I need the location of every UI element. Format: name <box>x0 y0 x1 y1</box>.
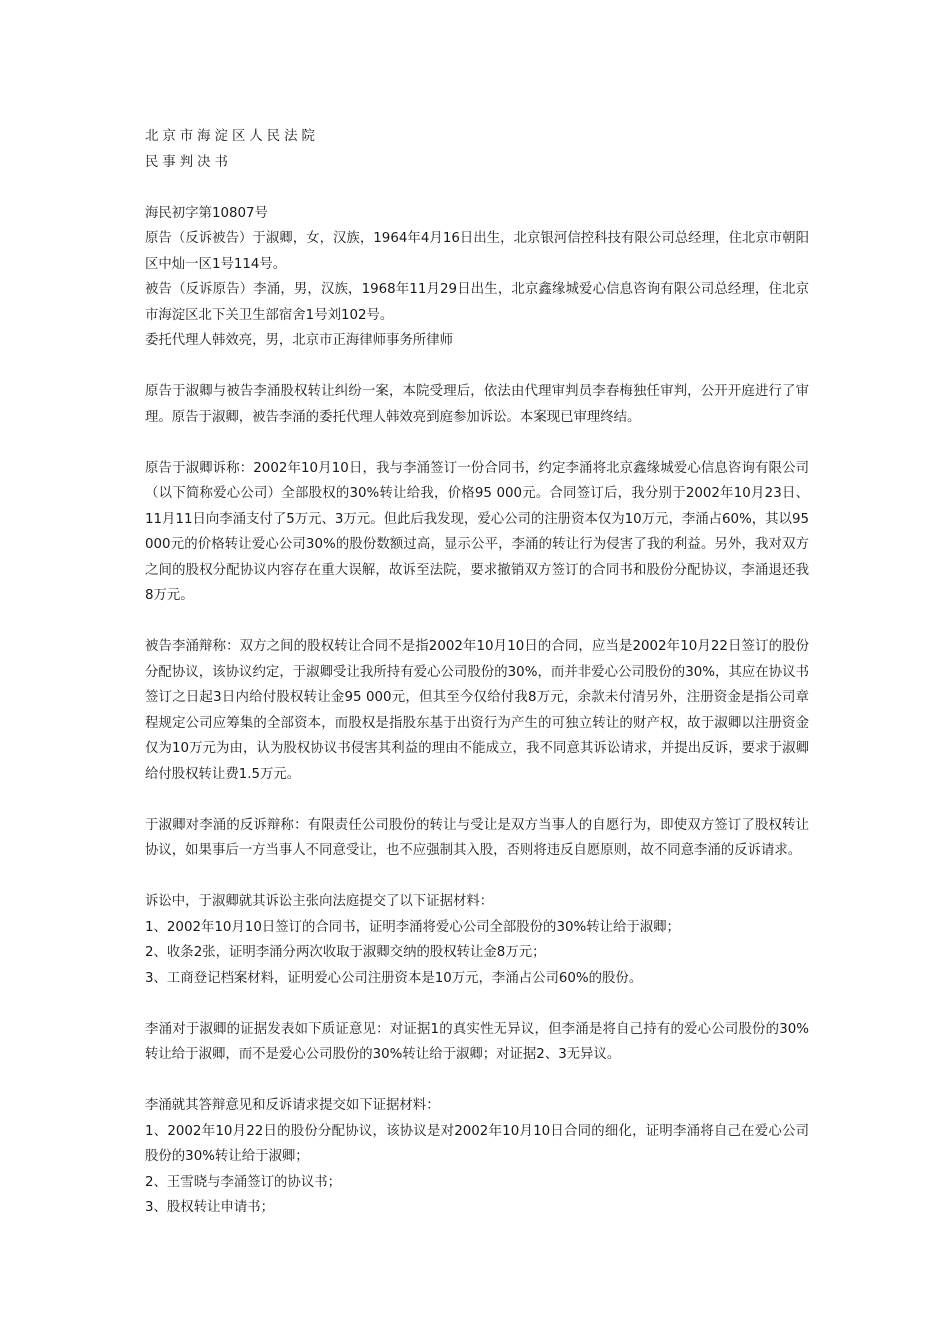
spacer <box>145 609 809 635</box>
defendant-evidence-item: 1、2002年10月22日的股份分配协议，该协议是对2002年10月10日合同的细化，证明李涌将自己在爱心公司股份的30%转让给于淑卿； <box>145 1123 809 1164</box>
spacer <box>145 430 809 456</box>
plaintiff-evidence-item: 3、工商登记档案材料，证明爱心公司注册资本是10万元，李涌占公司60%的股份。 <box>145 970 643 986</box>
defendant-evidence-intro: 李涌就其答辩意见和反诉请求提交如下证据材料： <box>145 1098 440 1113</box>
party-agent: 委托代理人韩效亮，男，北京市正海律师事务所律师 <box>145 333 453 348</box>
plaintiff-evidence-intro: 诉讼中，于淑卿就其诉讼主张向法庭提交了以下证据材料： <box>145 894 494 909</box>
cross-examination-opinion: 李涌对于淑卿的证据发表如下质证意见：对证据1的真实性无异议，但李涌是将自己持有的爱心公司股份的30%转让给于淑卿，而不是爱心公司股份的30%转让给于淑卿；对证据2、3无异议。 <box>145 1021 809 1062</box>
plaintiff-evidence-item: 2、收条2张，证明李涌分两次收取于淑卿交纳的股权转让金8万元； <box>145 945 546 960</box>
defendant-evidence-item: 2、王雪晓与李涌签订的协议书； <box>145 1174 341 1190</box>
case-intro: 原告于淑卿与被告李涌股权转让纠纷一案，本院受理后，依法由代理审判员李春梅独任审判，公开开庭进行了审理。原告于淑卿，被告李涌的委托代理人韩效亮到庭参加诉讼。本案现已审理终结。 <box>145 384 809 425</box>
defendant-evidence-item: 3、股权转让申请书； <box>145 1200 275 1215</box>
plaintiff-claim: 原告于淑卿诉称：2002年10月10日，我与李涌签订一份合同书，约定李涌将北京鑫缘城爱心信息咨询有限公司（以下简称爱心公司）全部股权的30%转让给我，价格95 000元。合同签订后，我分别于2002年10月23日、11月11日向李涌支付了5万元、3万元。但此后我发现，爱心公司的注册资本仅为10万元，李涌占60%，其以95 000元的价格转让爱心公司30%的股份数额过高，显示公平，李涌的转让行为侵害了我的利益。另外，我对双方之间的股权分配协议内容存在重大误解，故诉至法院，要求撤销双方签订的合同书和股份分配协议，李涌退还我8万元。 <box>145 460 809 603</box>
document-type: 民事判决书 <box>145 154 232 170</box>
case-number: 海民初字第10807号 <box>145 205 268 221</box>
spacer <box>145 864 809 890</box>
party-defendant: 被告（反诉原告）李涌，男，汉族，1968年11月29日出生，北京鑫缘城爱心信息咨询有限公司总经理，住北京市海淀区北下关卫生部宿舍1号刘102号。 <box>145 282 809 323</box>
court-name: 北京市海淀区人民法院 <box>145 129 319 144</box>
party-plaintiff: 原告（反诉被告）于淑卿，女，汉族，1964年4月16日出生，北京银河信控科技有限公司总经理，住北京市朝阳区中灿一区1号114号。 <box>145 231 809 272</box>
plaintiff-evidence-item: 1、2002年10月10日签订的合同书，证明李涌将爱心公司全部股份的30%转让给于淑卿； <box>145 919 680 935</box>
counterclaim-defense: 于淑卿对李涌的反诉辩称：有限责任公司股份的转让与受让是双方当事人的自愿行为，即使双方签订了股权转让协议，如果事后一方当事人不同意受让，也不应强制其入股，否则将违反自愿原则，故不同意李涌的反诉请求。 <box>145 817 809 858</box>
spacer <box>145 354 809 380</box>
spacer <box>145 175 809 201</box>
spacer <box>145 991 809 1017</box>
spacer <box>145 787 809 813</box>
defendant-defense: 被告李涌辩称：双方之间的股权转让合同不是指2002年10月10日的合同，应当是2002年10月22日签订的股份分配协议，该协议约定，于淑卿受让我所持有爱心公司股份的30%，而并非爱心公司股份的30%，其应在协议书签订之日起3日内给付股权转让金95 000元，但其至今仅给付我8万元，余款未付清另外，注册资金是指公司章程规定公司应筹集的全部资本，而股权是指股东基于出资行为产生的可独立转让的财产权，故于淑卿以注册资金仅为10万元为由，认为股权协议书侵害其利益的理由不能成立，我不同意其诉讼请求，并提出反诉，要求于淑卿给付股权转让费1.5万元。 <box>145 639 809 782</box>
spacer <box>145 1068 809 1094</box>
judgment-document <box>145 124 809 1221</box>
